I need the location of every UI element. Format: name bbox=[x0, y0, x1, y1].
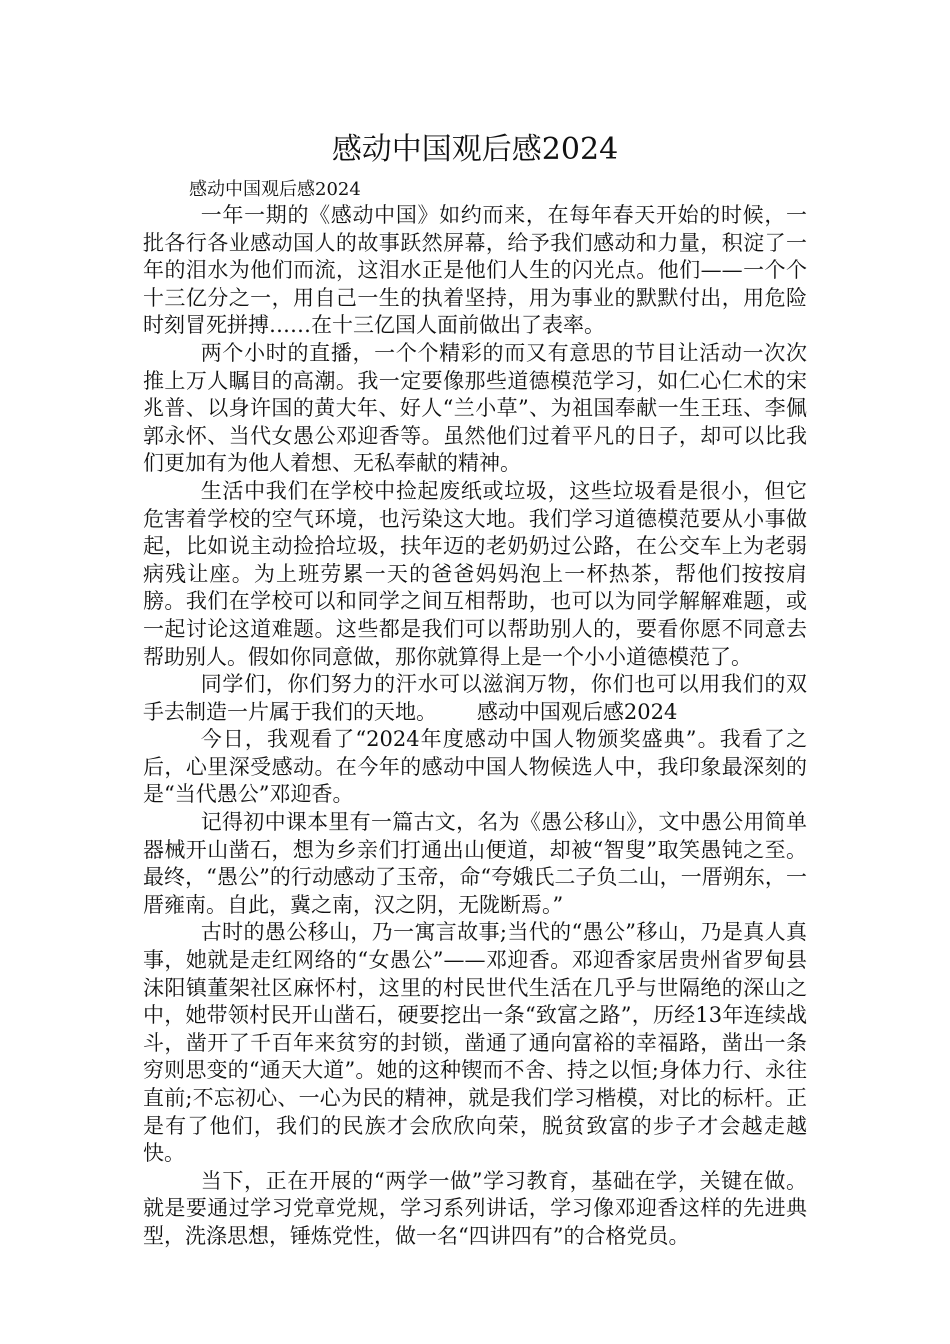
paragraph: 今日，我观看了“2024年度感动中国人物颁奖盛典”。我看了之后，心里深受感动。在今年的感动中国人物候选人中，我印象最深刻的是“当代愚公”邓迎香。 bbox=[143, 727, 807, 807]
paragraph: 生活中我们在学校中捡起废纸或垃圾，这些垃圾看是很小，但它危害着学校的空气环境，也污染这大地。我们学习道德模范要从小事做起，比如说主动捡拾垃圾，扶年迈的老奶奶过公路，在公交车上为老弱病残让座。为上班劳累一天的爸爸妈妈泡上一杯热茶，帮他们按按肩膀。我们在学校可以和同学之间互相帮助，也可以为同学解解难题，或一起讨论这道难题。这些都是我们可以帮助别人的，要看你愿不同意去帮助别人。假如你同意做，那你就算得上是一个小小道德模范了。 bbox=[143, 478, 807, 669]
paragraph-with-heading bbox=[143, 671, 807, 726]
paragraph-text: 同学们，你们努力的汗水可以滋润万物，你们也可以用我们的双手去制造一片属于我们的天地。 bbox=[143, 672, 807, 724]
document-title: 感动中国观后感2024 bbox=[331, 132, 619, 167]
inline-heading: 感动中国观后感2024 bbox=[476, 699, 678, 724]
paragraph: 当下，正在开展的“两学一做”学习教育，基础在学，关键在做。就是要通过学习党章党规，学习系列讲话，学习像邓迎香这样的先进典型，洗涤思想，锤炼党性，做一名“四讲四有”的合格党员。 bbox=[143, 1168, 807, 1248]
paragraph: 古时的愚公移山，乃一寓言故事;当代的“愚公”移山，乃是真人真事，她就是走红网络的“女愚公”——邓迎香。邓迎香家居贵州省罗甸县沫阳镇董架社区麻怀村，这里的村民世代生活在几乎与世隔绝的深山之中，她带领村民开山凿石，硬要挖出一条“致富之路”，历经13年连续战斗，凿开了千百年来贫穷的封锁，凿通了通向富裕的幸福路，凿出一条穷则思变的“通天大道”。她的这种锲而不舍、持之以恒;身体力行、永往直前;不忘初心、一心为民的精神，就是我们学习楷模，对比的标杆。正是有了他们，我们的民族才会欣欣向荣，脱贫致富的步子才会越走越快。 bbox=[143, 920, 807, 1166]
paragraph: 一年一期的《感动中国》如约而来，在每年春天开始的时候，一批各行各业感动国人的故事跃然屏幕，给予我们感动和力量，积淀了一年的泪水为他们而流，这泪水正是他们人生的闪光点。他们——一个个十三亿分之一，用自己一生的执着坚持，用为事业的默默付出，用危险时刻冒死拼搏……在十三亿国人面前做出了表率。 bbox=[143, 203, 807, 338]
document-page bbox=[143, 122, 807, 1251]
paragraph: 两个小时的直播，一个个精彩的而又有意思的节目让活动一次次推上万人瞩目的高潮。我一定要像那些道德模范学习，如仁心仁术的宋兆普、以身许国的黄大年、好人“兰小草”、为祖国奉献一生王珏、李佩郭永怀、当代女愚公邓迎香等。虽然他们过着平凡的日子，却可以比我们更加有为他人着想、无私奉献的精神。 bbox=[143, 340, 807, 476]
document-subtitle: 感动中国观后感2024 bbox=[189, 179, 361, 200]
paragraph: 记得初中课本里有一篇古文，名为《愚公移山》，文中愚公用简单器械开山凿石，想为乡亲们打通出山便道，却被“智叟”取笑愚钝之至。最终，“愚公”的行动感动了玉帝，命“夸娥氏二子负二山，一厝朔东，一厝雍南。自此，冀之南，汉之阴，无陇断焉。” bbox=[143, 810, 807, 917]
